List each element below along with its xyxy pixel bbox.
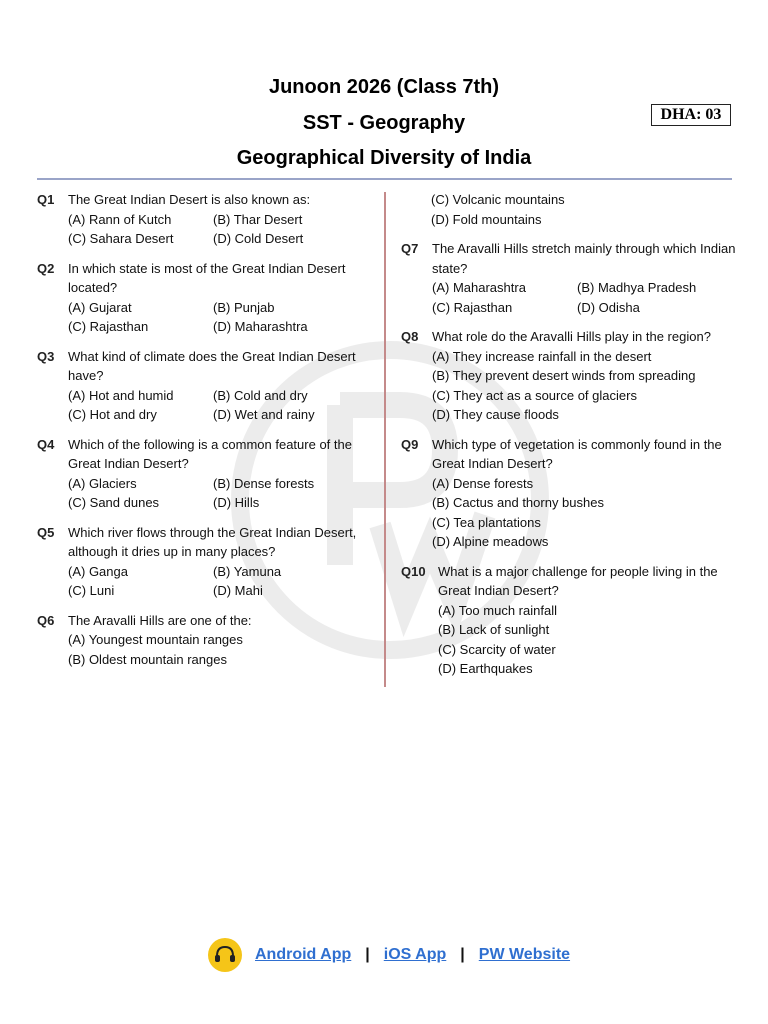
option: (B) Cold and dry (213, 387, 308, 403)
question-text: The Aravalli Hills are one of the: (68, 612, 252, 628)
option: (A) Youngest mountain ranges (68, 632, 243, 647)
left-question-column (37, 190, 377, 679)
question-q6 (37, 611, 377, 670)
question-q2 (37, 259, 377, 337)
question-q10 (401, 562, 741, 679)
question-stem (37, 611, 377, 631)
android-app-link[interactable]: Android App (255, 946, 352, 963)
right-question-column (401, 190, 741, 689)
subject-title: SST - Geography (302, 112, 466, 134)
option: (C) Hot and dry (68, 407, 157, 422)
option: (D) Hills (213, 495, 260, 510)
worksheet-code: DHA: 03 (651, 104, 731, 126)
question-stem (401, 435, 741, 474)
options-list (401, 474, 741, 552)
question-text: What is a major challenge for people living in the Great Indian Desert? (438, 563, 718, 598)
option: (C) Tea plantations (432, 514, 541, 530)
column-divider (384, 192, 386, 687)
question-number: Q5 (37, 524, 55, 540)
question-q5 (37, 523, 377, 601)
question-number: Q2 (37, 260, 55, 276)
option: (B) Cactus and thorny bushes (432, 495, 604, 510)
options-list (37, 210, 377, 249)
option: (B) Punjab (213, 299, 275, 315)
question-text: Which type of vegetation is commonly found in the Great Indian Desert? (432, 436, 722, 471)
option: (D) Fold mountains (431, 211, 542, 227)
option: (A) Ganga (68, 563, 128, 579)
option: (A) Rann of Kutch (68, 211, 172, 227)
option: (B) Yamuna (213, 563, 282, 579)
question-text: Which of the following is a common feature of the Great Indian Desert? (68, 436, 352, 471)
question-q7 (401, 239, 741, 317)
headset-icon (212, 942, 238, 968)
footer-links (208, 938, 570, 972)
options-list (401, 601, 741, 679)
question-q9 (401, 435, 741, 552)
option: (C) Volcanic mountains (431, 192, 565, 207)
question-stem (37, 347, 377, 386)
option: (B) Dense forests (213, 475, 315, 491)
question-stem (37, 523, 377, 562)
question-text: What kind of climate does the Great Indian Desert have? (68, 348, 356, 383)
question-number: Q9 (401, 436, 419, 452)
question-number: Q10 (401, 563, 426, 579)
option: (A) Too much rainfall (438, 602, 557, 618)
options-list (401, 278, 741, 317)
pw-website-link[interactable]: PW Website (478, 946, 571, 963)
right-questions (401, 239, 741, 679)
question-stem (37, 435, 377, 474)
option: (C) They act as a source of glaciers (432, 387, 637, 403)
question-stem (401, 327, 741, 347)
option: (A) Maharashtra (432, 280, 526, 295)
question-text: In which state is most of the Great Indian Desert located? (68, 260, 346, 295)
continued-options (401, 190, 741, 229)
question-stem (401, 562, 741, 601)
header-divider (37, 178, 732, 180)
question-number: Q3 (37, 348, 55, 364)
question-text: The Great Indian Desert is also known as: (68, 192, 311, 207)
option: (B) They prevent desert winds from spreading (432, 368, 696, 383)
question-q8 (401, 327, 741, 425)
option: (D) Mahi (213, 583, 263, 598)
options-list (37, 562, 377, 601)
question-number: Q1 (37, 192, 55, 207)
question-number: Q7 (401, 241, 419, 256)
question-stem (37, 190, 377, 210)
question-number: Q6 (37, 612, 55, 628)
options-list (37, 474, 377, 513)
separator: | (365, 946, 370, 963)
separator: | (460, 946, 465, 963)
option: (A) Gujarat (68, 299, 132, 315)
options-list (37, 386, 377, 425)
option: (B) Madhya Pradesh (577, 280, 697, 295)
options-list (37, 630, 377, 669)
exam-title: Junoon 2026 (Class 7th) (268, 76, 500, 98)
ios-app-link[interactable]: iOS App (383, 946, 447, 963)
customer-service-icon (208, 938, 242, 972)
question-text: What role do the Aravalli Hills play in the region? (432, 329, 711, 344)
question-text: Which river flows through the Great Indian Desert, although it dries up in many places? (68, 524, 357, 559)
question-stem (37, 259, 377, 298)
options-list (37, 298, 377, 337)
option: (A) Hot and humid (68, 387, 174, 403)
question-text: The Aravalli Hills stretch mainly through which Indian state? (432, 241, 736, 276)
options-list (401, 347, 741, 425)
option: (A) They increase rainfall in the desert (432, 348, 652, 364)
option: (D) Cold Desert (213, 231, 304, 246)
option: (C) Sand dunes (68, 495, 160, 510)
question-stem (401, 239, 741, 278)
option: (B) Thar Desert (213, 211, 303, 227)
chapter-title: Geographical Diversity of India (236, 147, 532, 169)
option: (C) Luni (68, 583, 115, 598)
option: (D) Wet and rainy (213, 407, 315, 422)
question-q1 (37, 190, 377, 249)
option: (D) They cause floods (432, 407, 559, 422)
option: (B) Lack of sunlight (438, 622, 550, 637)
option: (D) Alpine meadows (432, 534, 549, 549)
question-q3 (37, 347, 377, 425)
option: (C) Rajasthan (68, 319, 149, 334)
option: (A) Glaciers (68, 475, 137, 491)
question-q4 (37, 435, 377, 513)
option: (B) Oldest mountain ranges (68, 651, 227, 667)
option: (D) Earthquakes (438, 661, 533, 676)
option: (C) Rajasthan (432, 299, 513, 315)
option: (A) Dense forests (432, 475, 534, 491)
option: (D) Maharashtra (213, 319, 308, 334)
option: (C) Sahara Desert (68, 231, 174, 246)
option: (D) Odisha (577, 299, 640, 315)
question-number: Q8 (401, 329, 419, 344)
question-number: Q4 (37, 436, 55, 452)
option: (C) Scarcity of water (438, 641, 556, 657)
